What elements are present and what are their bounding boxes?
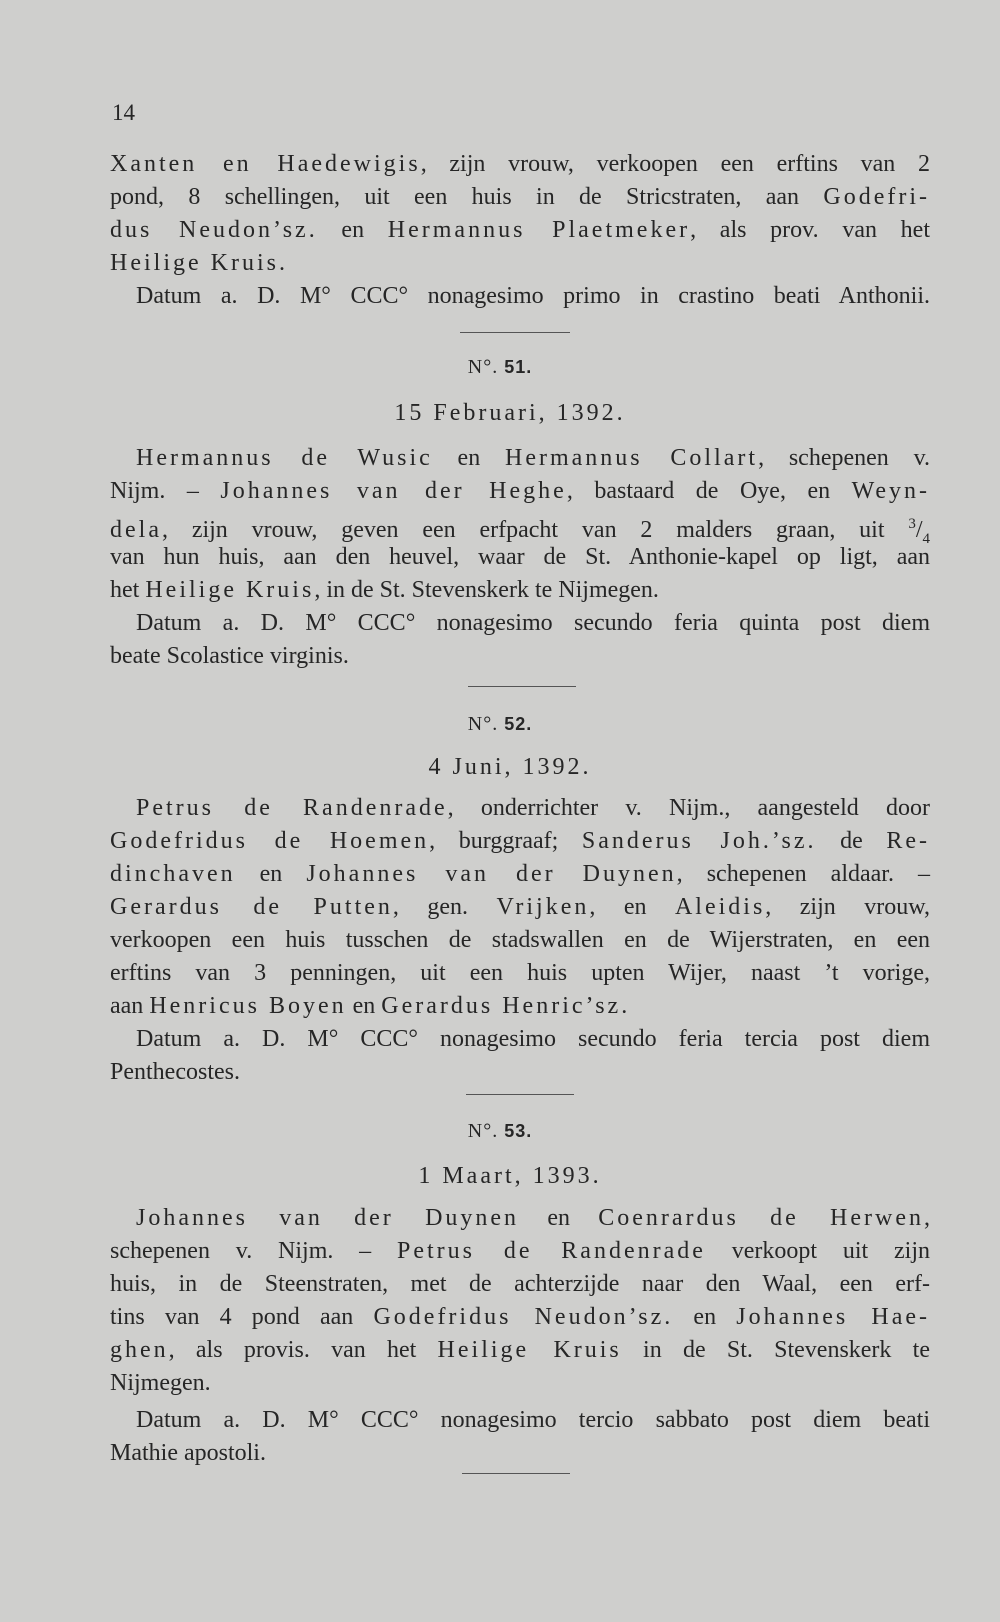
text-line: dela, zijn vrouw, geven een erfpacht van 2 malders graan, uit $^3/_4$ [110, 516, 930, 547]
text-line: Hermannus de Wusic en Hermannus Collart, schepenen v. [136, 445, 931, 471]
separator-rule [466, 1094, 574, 1095]
text-line: dus Neudon’sz. en Hermannus Plaetmeker, als prov. van het [110, 217, 931, 243]
separator-rule [460, 332, 570, 333]
datum-line: Datum a. D. M° CCC° nonagesimo secundo feria quinta post diem [136, 610, 930, 636]
entry-53-body [110, 1202, 930, 1470]
entry-53-number: N°. 53. [467, 1120, 533, 1142]
text-line: verkoopen een huis tusschen de stadswallen en de Wijerstraten, en een [110, 927, 930, 953]
separator-rule [462, 1473, 570, 1474]
text-line: Petrus de Randenrade, onderrichter v. Nijm., aangesteld door [136, 795, 931, 821]
text-line: Gerardus de Putten, gen. Vrijken, en Aleidis, zijn vrouw, [110, 894, 930, 920]
datum-line: Datum a. D. M° CCC° nonagesimo primo in crastino beati Anthonii. [136, 283, 930, 309]
text-line: Xanten en Haedewigis, zijn vrouw, verkoopen een erftins van 2 [110, 151, 930, 177]
datum-line: Penthecostes. [110, 1059, 240, 1085]
text-line: dinchaven en Johannes van der Duynen, schepenen aldaar. – [110, 861, 930, 887]
datum-line: Datum a. D. M° CCC° nonagesimo secundo feria tercia post diem [136, 1026, 930, 1052]
text-line: erftins van 3 penningen, uit een huis upten Wijer, naast ’t vorige, [110, 960, 930, 986]
text-line: aan Henricus Boyen en Gerardus Henric’sz. [110, 993, 628, 1019]
page-number: 14 [112, 100, 135, 125]
entry-51-body [110, 442, 930, 673]
entry-50-tail [110, 148, 930, 313]
entry-52-date: 4 Juni, 1392. [428, 754, 592, 780]
datum-line: Mathie apostoli. [110, 1440, 266, 1466]
entry-52-body [110, 792, 930, 1089]
text-line: Nijmegen. [110, 1370, 211, 1396]
datum-line: beate Scolastice virginis. [110, 643, 349, 669]
entry-51-date: 15 Februari, 1392. [394, 400, 626, 426]
fraction-numerator: 3 [908, 516, 916, 532]
text-line: van hun huis, aan den heuvel, waar de St. Anthonie-kapel op ligt, aan [110, 544, 930, 570]
fraction-denominator: 4 [922, 530, 930, 547]
text-line: het Heilige Kruis, in de St. Stevenskerk te Nijmegen. [110, 577, 659, 603]
datum-line: Datum a. D. M° CCC° nonagesimo tercio sabbato post diem beati [136, 1407, 930, 1433]
text-line: Heilige Kruis. [110, 250, 285, 276]
text-line: ghen, als provis. van het Heilige Kruis in de St. Stevenskerk te [110, 1337, 930, 1363]
text-line: tins van 4 pond aan Godefridus Neudon’sz. en Johannes Hae- [110, 1304, 931, 1330]
separator-rule [468, 686, 576, 687]
text-line: Godefridus de Hoemen, burggraaf; Sanderus Joh.’sz. de Re- [110, 828, 931, 854]
text-line: schepenen v. Nijm. – Petrus de Randenrade verkoopt uit zijn [110, 1238, 930, 1264]
text-line: Johannes van der Duynen en Coenrardus de Herwen, [136, 1205, 931, 1231]
entry-52-number: N°. 52. [467, 713, 533, 735]
text-line: Nijm. – Johannes van der Heghe, bastaard de Oye, en Weyn- [110, 478, 930, 504]
entry-51-number: N°. 51. [467, 356, 533, 378]
text-line: huis, in de Steenstraten, met de achterzijde naar den Waal, een erf- [110, 1271, 930, 1297]
entry-53-date: 1 Maart, 1393. [418, 1163, 602, 1189]
text-line: pond, 8 schellingen, uit een huis in de Stricstraten, aan Godefri- [110, 184, 930, 210]
